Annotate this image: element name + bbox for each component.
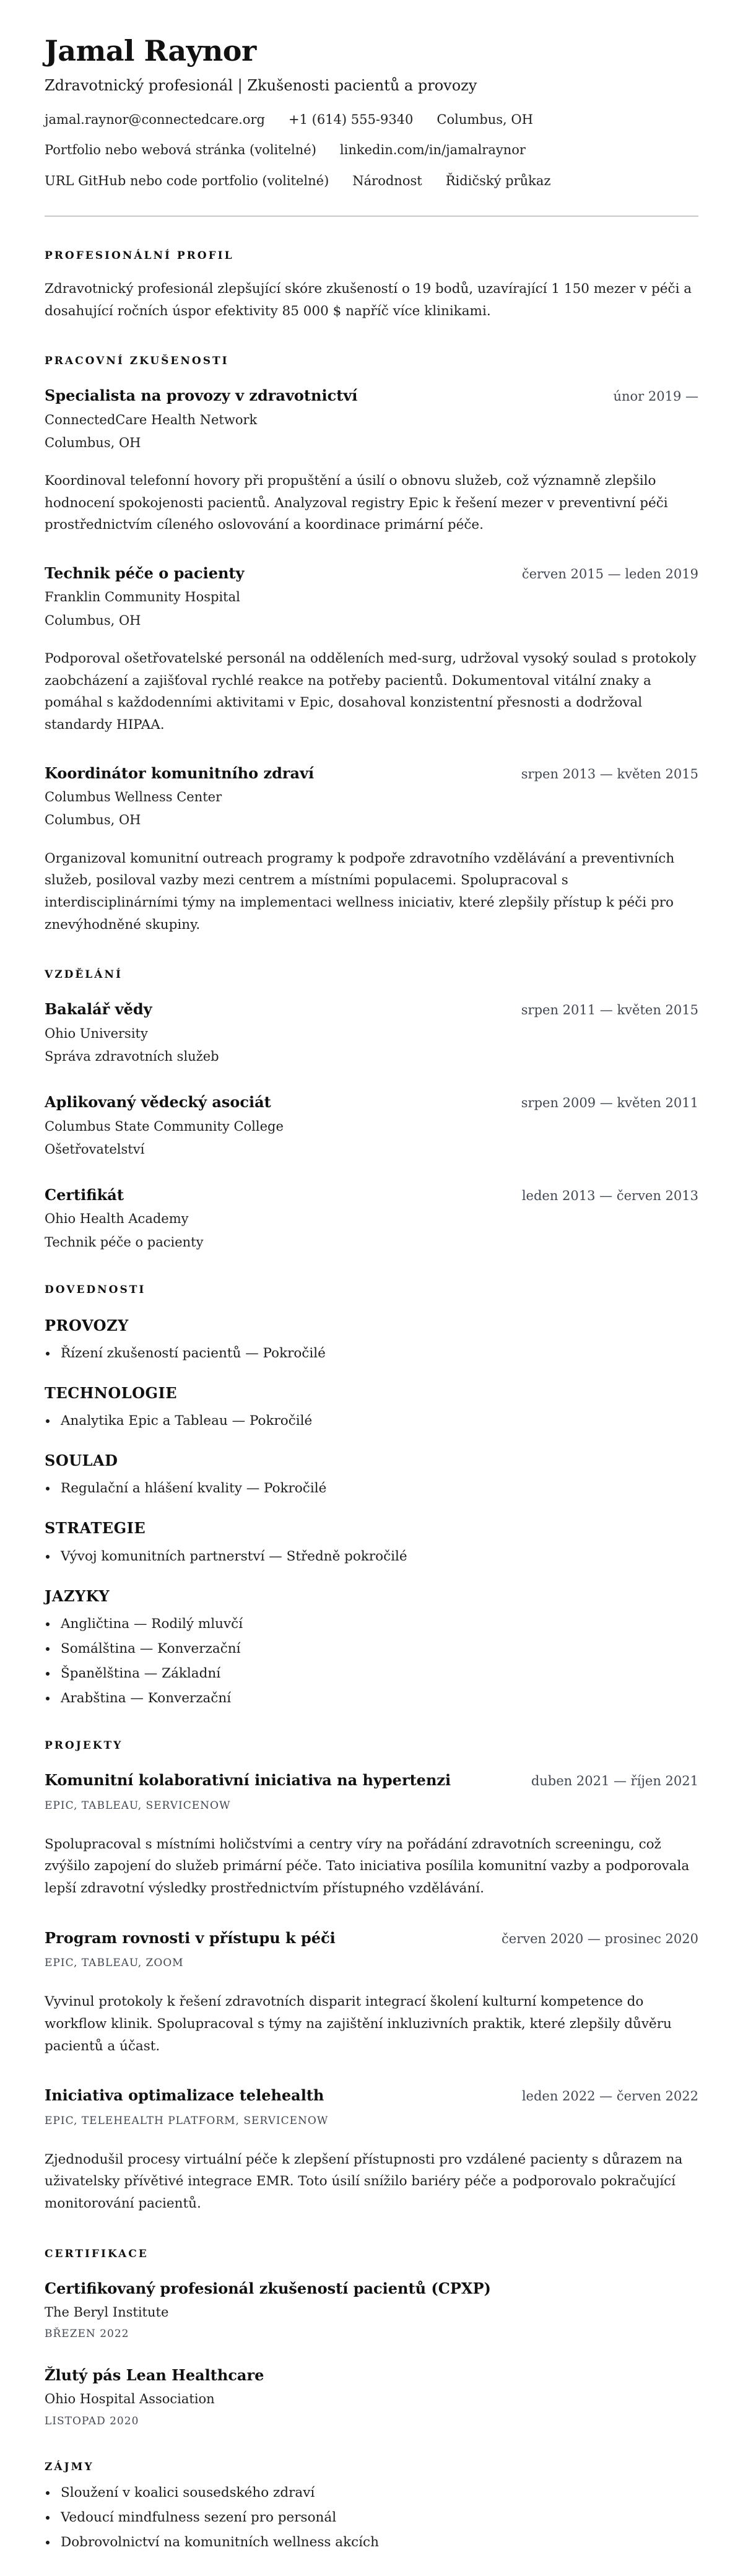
certification-entry bbox=[45, 2279, 698, 2341]
job-dates: červen 2015 — leden 2019 bbox=[521, 567, 698, 582]
contact-phone: +1 (614) 555-9340 bbox=[289, 112, 414, 128]
project-entry bbox=[45, 1770, 698, 1899]
degree-title: Aplikovaný vědecký asociát bbox=[45, 1093, 271, 1112]
resume-header bbox=[45, 35, 698, 217]
section-title-certifications: CERTIFIKACE bbox=[45, 2247, 149, 2260]
contact-driver-license-label: Řidičský průkaz bbox=[445, 173, 551, 188]
field-of-study: Správa zdravotních služeb bbox=[45, 1048, 219, 1064]
certification-entry bbox=[45, 2365, 698, 2428]
job-head bbox=[45, 764, 698, 783]
job-dates: srpen 2013 — květen 2015 bbox=[521, 766, 698, 781]
candidate-headline: Zdravotnický profesionál | Zkušenosti pacientů a provozy bbox=[45, 76, 477, 94]
skill-group bbox=[45, 1383, 698, 1430]
interest-item: Dobrovolnictví na komunitních wellness akcích bbox=[45, 2534, 698, 2551]
interest-item: Vedoucí mindfulness sezení pro personál bbox=[45, 2509, 698, 2526]
language-item: Somálština — Konverzační bbox=[45, 1640, 698, 1658]
job-company: Franklin Community Hospital bbox=[45, 590, 240, 605]
job-head bbox=[45, 564, 698, 583]
field-of-study: Ošetřovatelství bbox=[45, 1141, 145, 1157]
education-head bbox=[45, 1185, 698, 1204]
education-entry bbox=[45, 1185, 698, 1251]
education-dates: leden 2013 — červen 2013 bbox=[521, 1188, 698, 1204]
project-head bbox=[45, 2086, 698, 2105]
cert-date: BŘEZEN 2022 bbox=[45, 2328, 129, 2341]
section-profile bbox=[45, 249, 698, 322]
contact-location: Columbus, OH bbox=[437, 112, 533, 128]
section-certifications bbox=[45, 2247, 698, 2428]
education-dates: srpen 2011 — květen 2015 bbox=[521, 1003, 698, 1018]
skill-group bbox=[45, 1451, 698, 1497]
degree-title: Certifikát bbox=[45, 1186, 124, 1204]
resume-document bbox=[45, 35, 698, 2551]
project-tools: EPIC, TABLEAU, ZOOM bbox=[45, 1957, 184, 1970]
job-company: ConnectedCare Health Network bbox=[45, 412, 258, 427]
language-item: Arabština — Konverzační bbox=[45, 1690, 698, 1707]
language-item: Španělština — Základní bbox=[45, 1665, 698, 1682]
education-entry bbox=[45, 999, 698, 1065]
project-dates: leden 2022 — červen 2022 bbox=[521, 2089, 698, 2104]
project-tools: EPIC, TELEHEALTH PLATFORM, SERVICENOW bbox=[45, 2114, 329, 2127]
cert-title: Žlutý pás Lean Healthcare bbox=[45, 2366, 264, 2385]
job-description: Koordinoval telefonní hovory při propuštění a úsilí o obnovu služeb, což významně zlepšilo hodnocení spokojenosti pacientů. Analyzoval registry Epic k řešení mezer v preventivní péči prostřednictvím cíleného oslovování a koordinace primární péče. bbox=[45, 473, 668, 533]
job-location: Columbus, OH bbox=[45, 612, 141, 628]
job-head bbox=[45, 386, 698, 405]
language-group bbox=[45, 1586, 698, 1707]
cert-title: Certifikovaný profesionál zkušeností pacientů (CPXP) bbox=[45, 2279, 491, 2297]
job-description: Organizoval komunitní outreach programy k podpoře zdravotního vzdělávání a preventivních služeb, posiloval vazby mezi centrem a místními populacemi. Spolupracoval s interdisciplinárními týmy na implementaci wellness iniciativ, které zlepšily přístup k péči pro znevýhodněné skupiny. bbox=[45, 850, 675, 933]
interest-list bbox=[45, 2484, 698, 2551]
contact-row-2 bbox=[45, 142, 698, 159]
project-dates: červen 2020 — prosinec 2020 bbox=[502, 1931, 698, 1946]
skill-item: Vývoj komunitních partnerství — Středně pokročilé bbox=[45, 1548, 698, 1565]
job-title: Technik péče o pacienty bbox=[45, 564, 245, 583]
profile-summary: Zdravotnický profesionál zlepšující skóre zkušeností o 19 bodů, uzavírající 1 150 mezer v péči a dosahující ročních úspor efektivity 85 000 $ napříč více klinikami. bbox=[45, 281, 692, 319]
job-title: Specialista na provozy v zdravotnictví bbox=[45, 386, 358, 405]
degree-title: Bakalář vědy bbox=[45, 1000, 152, 1019]
project-title: Iniciativa optimalizace telehealth bbox=[45, 2086, 324, 2105]
skill-list bbox=[45, 1548, 698, 1565]
section-experience bbox=[45, 354, 698, 936]
job-entry bbox=[45, 386, 698, 536]
project-title: Komunitní kolaborativní iniciativa na hypertenzi bbox=[45, 1771, 451, 1790]
contact-row-1 bbox=[45, 111, 698, 128]
job-company: Columbus Wellness Center bbox=[45, 790, 222, 805]
header-divider bbox=[45, 215, 698, 217]
skill-group bbox=[45, 1316, 698, 1362]
language-list bbox=[45, 1616, 698, 1707]
skill-item: Analytika Epic a Tableau — Pokročilé bbox=[45, 1412, 698, 1430]
language-item: Angličtina — Rodilý mluvčí bbox=[45, 1616, 698, 1633]
skill-item: Regulační a hlášení kvality — Pokročilé bbox=[45, 1480, 698, 1497]
section-title-interests: ZÁJMY bbox=[45, 2460, 94, 2473]
cert-org: The Beryl Institute bbox=[45, 2304, 169, 2320]
project-entry bbox=[45, 1928, 698, 2057]
project-head bbox=[45, 1770, 698, 1790]
project-dates: duben 2021 — říjen 2021 bbox=[531, 1773, 698, 1789]
cert-date: LISTOPAD 2020 bbox=[45, 2414, 139, 2427]
education-dates: srpen 2009 — květen 2011 bbox=[521, 1095, 698, 1111]
section-title-education: VZDĚLÁNÍ bbox=[45, 968, 123, 981]
education-head bbox=[45, 1092, 698, 1112]
job-dates: únor 2019 — bbox=[613, 389, 698, 404]
field-of-study: Technik péče o pacienty bbox=[45, 1234, 204, 1250]
skill-list bbox=[45, 1345, 698, 1362]
project-title: Program rovnosti v přístupu k péči bbox=[45, 1928, 336, 1947]
section-interests bbox=[45, 2460, 698, 2551]
contact-nationality-label: Národnost bbox=[352, 173, 422, 188]
job-location: Columbus, OH bbox=[45, 812, 141, 828]
skill-list bbox=[45, 1412, 698, 1430]
skill-item: Řízení zkušeností pacientů — Pokročilé bbox=[45, 1345, 698, 1362]
school-name: Ohio University bbox=[45, 1025, 148, 1041]
project-tools: EPIC, TABLEAU, SERVICENOW bbox=[45, 1799, 231, 1812]
project-description: Zjednodušil procesy virtuální péče k zlepšení přístupnosti pro vzdálené pacienty s důrazem na uživatelsky přívětivé integrace EMR. Toto úsilí snížilo bariéry péče a podporovalo pokračující monitorování pacientů. bbox=[45, 2151, 683, 2212]
contact-portfolio-label: Portfolio nebo webová stránka (volitelné) bbox=[45, 142, 316, 158]
interest-item: Sloužení v koalici sousedského zdraví bbox=[45, 2484, 698, 2502]
job-location: Columbus, OH bbox=[45, 435, 141, 450]
job-title: Koordinátor komunitního zdraví bbox=[45, 764, 315, 782]
project-description: Spolupracoval s místními holičstvími a centry víry na pořádání zdravotních screeningu, což zvýšilo zapojení do služeb primární péče. Tato iniciativa posílila komunitní vazby a podporovala lepší zdravotní výsledky prostřednictvím přístupného vzdělávání. bbox=[45, 1836, 690, 1897]
education-entry bbox=[45, 1092, 698, 1158]
section-title-languages: JAZYKY bbox=[45, 1586, 110, 1605]
contact-linkedin: linkedin.com/in/jamalraynor bbox=[339, 142, 526, 158]
school-name: Columbus State Community College bbox=[45, 1118, 284, 1134]
job-entry bbox=[45, 764, 698, 936]
contact-github-label: URL GitHub nebo code portfolio (volitelné) bbox=[45, 173, 329, 188]
job-entry bbox=[45, 564, 698, 736]
job-description: Podporoval ošetřovatelské personál na odděleních med-surg, udržoval vysoký soulad s protokoly zaobcházení a zajišťoval rychlé reakce na potřeby pacientů. Dokumentoval vitální znaky a pomáhal s každodenními aktivitami v Epic, dosahoval konzistentní přesnosti a dodržoval standardy HIPAA. bbox=[45, 651, 697, 733]
contact-email: jamal.raynor@connectedcare.org bbox=[45, 112, 265, 128]
skill-group-title: PROVOZY bbox=[45, 1316, 129, 1334]
section-skills bbox=[45, 1283, 698, 1707]
education-head bbox=[45, 999, 698, 1019]
section-projects bbox=[45, 1739, 698, 2214]
section-title-experience: PRACOVNÍ ZKUŠENOSTI bbox=[45, 355, 229, 368]
project-head bbox=[45, 1928, 698, 1947]
section-title-skills: DOVEDNOSTI bbox=[45, 1284, 146, 1297]
skill-group-title: SOULAD bbox=[45, 1451, 118, 1470]
cert-org: Ohio Hospital Association bbox=[45, 2391, 215, 2407]
project-entry bbox=[45, 2086, 698, 2214]
skill-group-title: STRATEGIE bbox=[45, 1519, 146, 1538]
candidate-name: Jamal Raynor bbox=[45, 34, 256, 67]
section-title-profile: PROFESIONÁLNÍ PROFIL bbox=[45, 249, 234, 262]
contact-row-3 bbox=[45, 173, 698, 189]
section-title-projects: PROJEKTY bbox=[45, 1739, 123, 1752]
skill-group-title: TECHNOLOGIE bbox=[45, 1384, 178, 1403]
project-description: Vyvinul protokoly k řešení zdravotních disparit integrací školení kulturní kompetence do workflow klinik. Spolupracoval s týmy na zajištění inkluzivních praktik, které zlepšily důvěru pacientů a účast. bbox=[45, 1994, 672, 2054]
section-education bbox=[45, 968, 698, 1251]
skill-group bbox=[45, 1518, 698, 1565]
skill-list bbox=[45, 1480, 698, 1497]
school-name: Ohio Health Academy bbox=[45, 1211, 189, 1227]
